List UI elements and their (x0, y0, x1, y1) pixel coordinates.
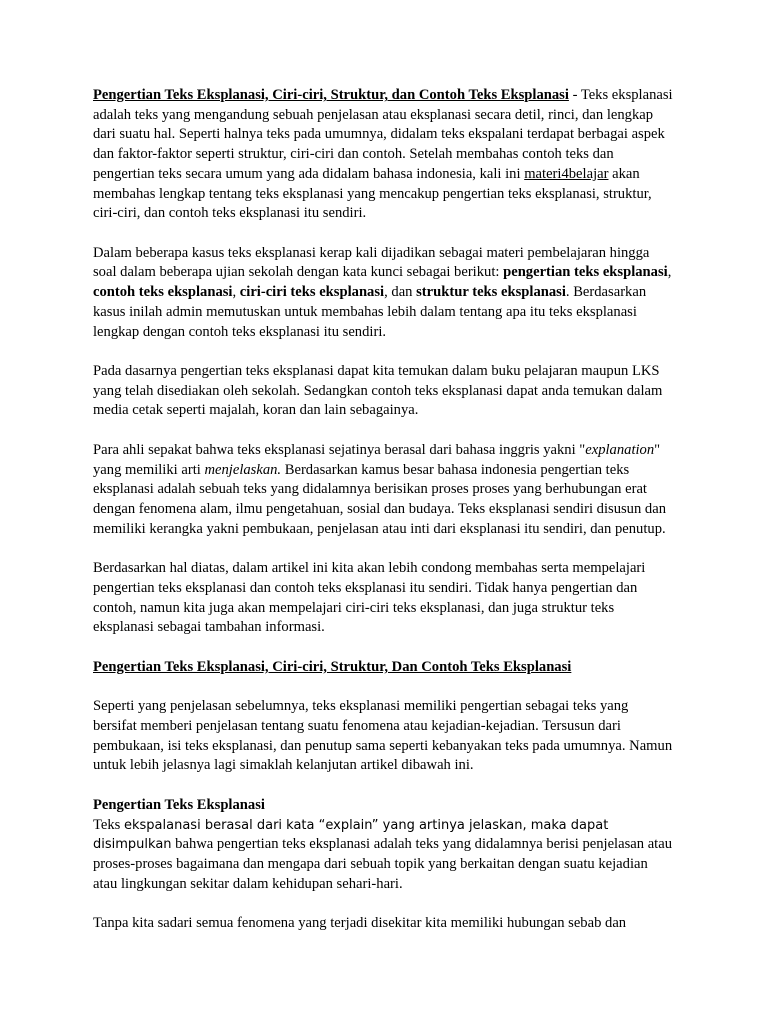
italic-term: menjelaskan. (204, 461, 282, 478)
italic-term: explanation (585, 441, 655, 458)
keyword: ciri-ciri teks eksplanasi (239, 284, 385, 301)
subsection-heading: Pengertian Teks Eksplanasi (93, 796, 265, 813)
section-paragraph: Seperti yang penjelasan sebelumnya, teks eksplanasi memiliki pengertian sebagai teks yang bersifat memberi penjelasan tentang suatu fenomena atau kejadian-kejadian. Tersusun dari pembukaan, isi teks eksplanasi, dan penutup sama seperti kebanyakan teks pada umumnya. Namun untuk lebih jelasnya lagi simaklah kelanjutan artikel dibawah ini. (93, 698, 673, 774)
site-link[interactable]: materi4belajar (524, 165, 609, 182)
scope-paragraph: Berdasarkan hal diatas, dalam artikel ini kita akan lebih condong membahas serta mempelajari pengertian teks eksplanasi dan contoh teks eksplanasi itu sendiri. Tidak hanya pengertian dan contoh, namun kita juga akan mempelajari ciri-ciri teks eksplanasi, dan juga struktur teks eksplanasi sebagai tambahan informasi. (93, 560, 646, 636)
document-page (93, 86, 673, 954)
subsection-paragraph: Teks ekspalanasi berasal dari kata “explain” yang artinya jelaskan, maka dapat disimpulkan bahwa pengertian teks eksplanasi adalah teks yang didalamnya berisi penjelasan atau proses-proses bagaimana dan mengapa dari sebuah topik yang berkaitan dengan suatu kejadian atau lingkungan sekitar dalam kehidupan sehari-hari. (93, 816, 672, 892)
section-heading: Pengertian Teks Eksplanasi, Ciri-ciri, Struktur, Dan Contoh Teks Eksplanasi (93, 658, 572, 675)
intro-paragraph: Pengertian Teks Eksplanasi, Ciri-ciri, Struktur, dan Contoh Teks Eksplanasi - Teks eksplanasi adalah teks yang mengandung sebuah penjelasan atau eksplanasi secara detil, rinci, dan lengkap dari suatu hal. Seperti halnya teks pada umumnya, didalam teks ekspalani terdapat berbagai aspek dan faktor-faktor seperti struktur, ciri-ciri dan contoh. Setelah membahas contoh teks dan pengertian teks secara umum yang ada didalam bahasa indonesia, kali ini materi4belajar akan membahas lengkap tentang teks eksplanasi yang mencakup pengertian teks eksplanasi, struktur, ciri-ciri, dan contoh teks eksplanasi itu sendiri. (93, 87, 673, 222)
keywords-paragraph: Dalam beberapa kasus teks eksplanasi kerap kali dijadikan sebagai materi pembelajaran hingga soal dalam beberapa ujian sekolah dengan kata kunci sebagai berikut: pengertian teks eksplanasi, contoh teks eksplanasi, ciri-ciri teks eksplanasi, dan struktur teks eksplanasi. Berdasarkan kasus inilah admin memutuskan untuk membahas lebih dalam tentang apa itu teks eksplanasi lengkap dengan contoh teks eksplanasi itu sendiri. (93, 244, 672, 340)
keyword: contoh teks eksplanasi (93, 284, 233, 301)
keyword: pengertian teks eksplanasi (503, 264, 668, 281)
keyword: struktur teks eksplanasi (416, 284, 566, 301)
definition-paragraph: Para ahli sepakat bahwa teks eksplanasi sejatinya berasal dari bahasa inggris yakni "explanation" yang memiliki arti menjelaskan. Berdasarkan kamus besar bahasa indonesia pengertian teks eksplanasi adalah sebuah teks yang didalamnya berisikan proses proses yang berhubungan erat dengan fenomena alam, ilmu pengetahuan, sosial dan budaya. Teks eksplanasi sendiri disusun dan memiliki kerangka yakni pembukaan, penjelasan atau inti dari eksplanasi itu sendiri, dan penutup. (93, 441, 666, 537)
article-title: Pengertian Teks Eksplanasi, Ciri-ciri, Struktur, dan Contoh Teks Eksplanasi (93, 87, 569, 103)
closing-paragraph: Tanpa kita sadari semua fenomena yang terjadi disekitar kita memiliki hubungan sebab dan (93, 915, 627, 932)
sources-paragraph: Pada dasarnya pengertian teks eksplanasi dapat kita temukan dalam buku pelajaran maupun LKS yang telah disediakan oleh sekolah. Sedangkan contoh teks eksplanasi dapat anda temukan dalam media cetak seperti majalah, koran dan lain sebagainya. (93, 363, 663, 419)
